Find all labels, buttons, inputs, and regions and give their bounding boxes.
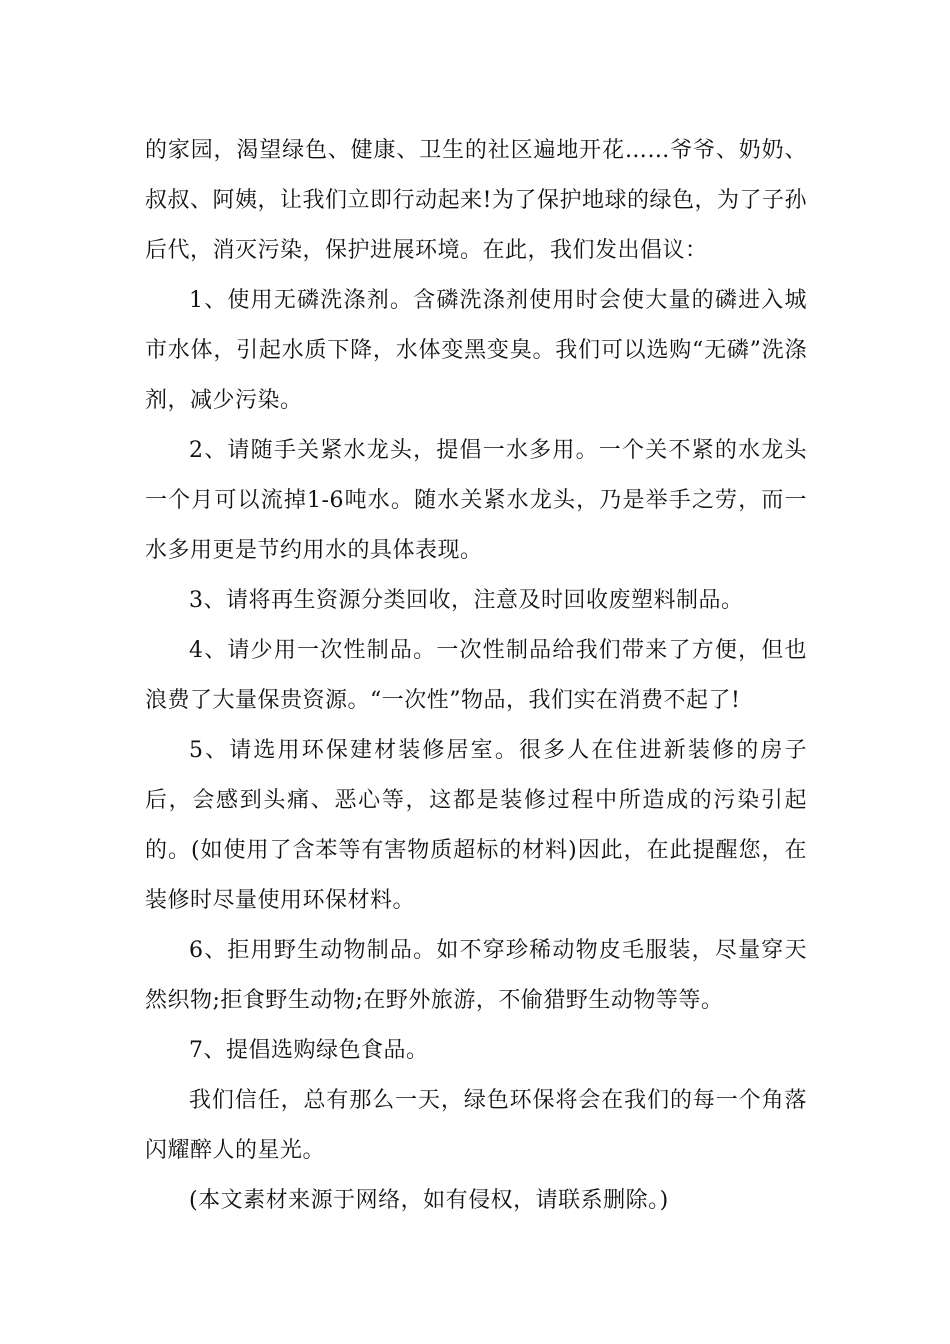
paragraph-item-1: 1、使用无磷洗涤剂。含磷洗涤剂使用时会使大量的磷进入城市水体，引起水质下降，水体变黑变臭。我们可以选购“无磷”洗涤剂，减少污染。 [145,288,807,413]
paragraph-item-6: 6、拒用野生动物制品。如不穿珍稀动物皮毛服装，尽量穿天然织物;拒食野生动物;在野外旅游，不偷猎野生动物等等。 [145,938,807,1013]
paragraph-intro-continuation: 的家园，渴望绿色、健康、卫生的社区遍地开花……爷爷、奶奶、叔叔、阿姨，让我们立即行动起来!为了保护地球的绿色，为了子孙后代，消灭污染，保护进展环境。在此，我们发出倡议： [145,138,807,263]
paragraph-source-note: (本文素材来源于网络，如有侵权，请联系删除。) [189,1188,669,1213]
paragraph-item-5: 5、请选用环保建材装修居室。很多人在住进新装修的房子后，会感到头痛、恶心等，这都是装修过程中所造成的污染引起的。(如使用了含苯等有害物质超标的材料)因此，在此提醒您，在装修时尽量使用环保材料。 [145,738,807,913]
document-body [145,126,807,1226]
paragraph-item-3: 3、请将再生资源分类回收，注意及时回收废塑料制品。 [189,588,744,613]
paragraph-item-2: 2、请随手关紧水龙头，提倡一水多用。一个关不紧的水龙头一个月可以流掉1-6吨水。随水关紧水龙头，乃是举手之劳，而一水多用更是节约用水的具体表现。 [145,438,807,563]
paragraph-item-4: 4、请少用一次性制品。一次性制品给我们带来了方便，但也浪费了大量保贵资源。“一次性”物品，我们实在消费不起了! [145,638,807,713]
paragraph-closing: 我们信任，总有那么一天，绿色环保将会在我们的每一个角落闪耀醉人的星光。 [145,1088,807,1163]
paragraph-item-7: 7、提倡选购绿色食品。 [189,1038,429,1063]
